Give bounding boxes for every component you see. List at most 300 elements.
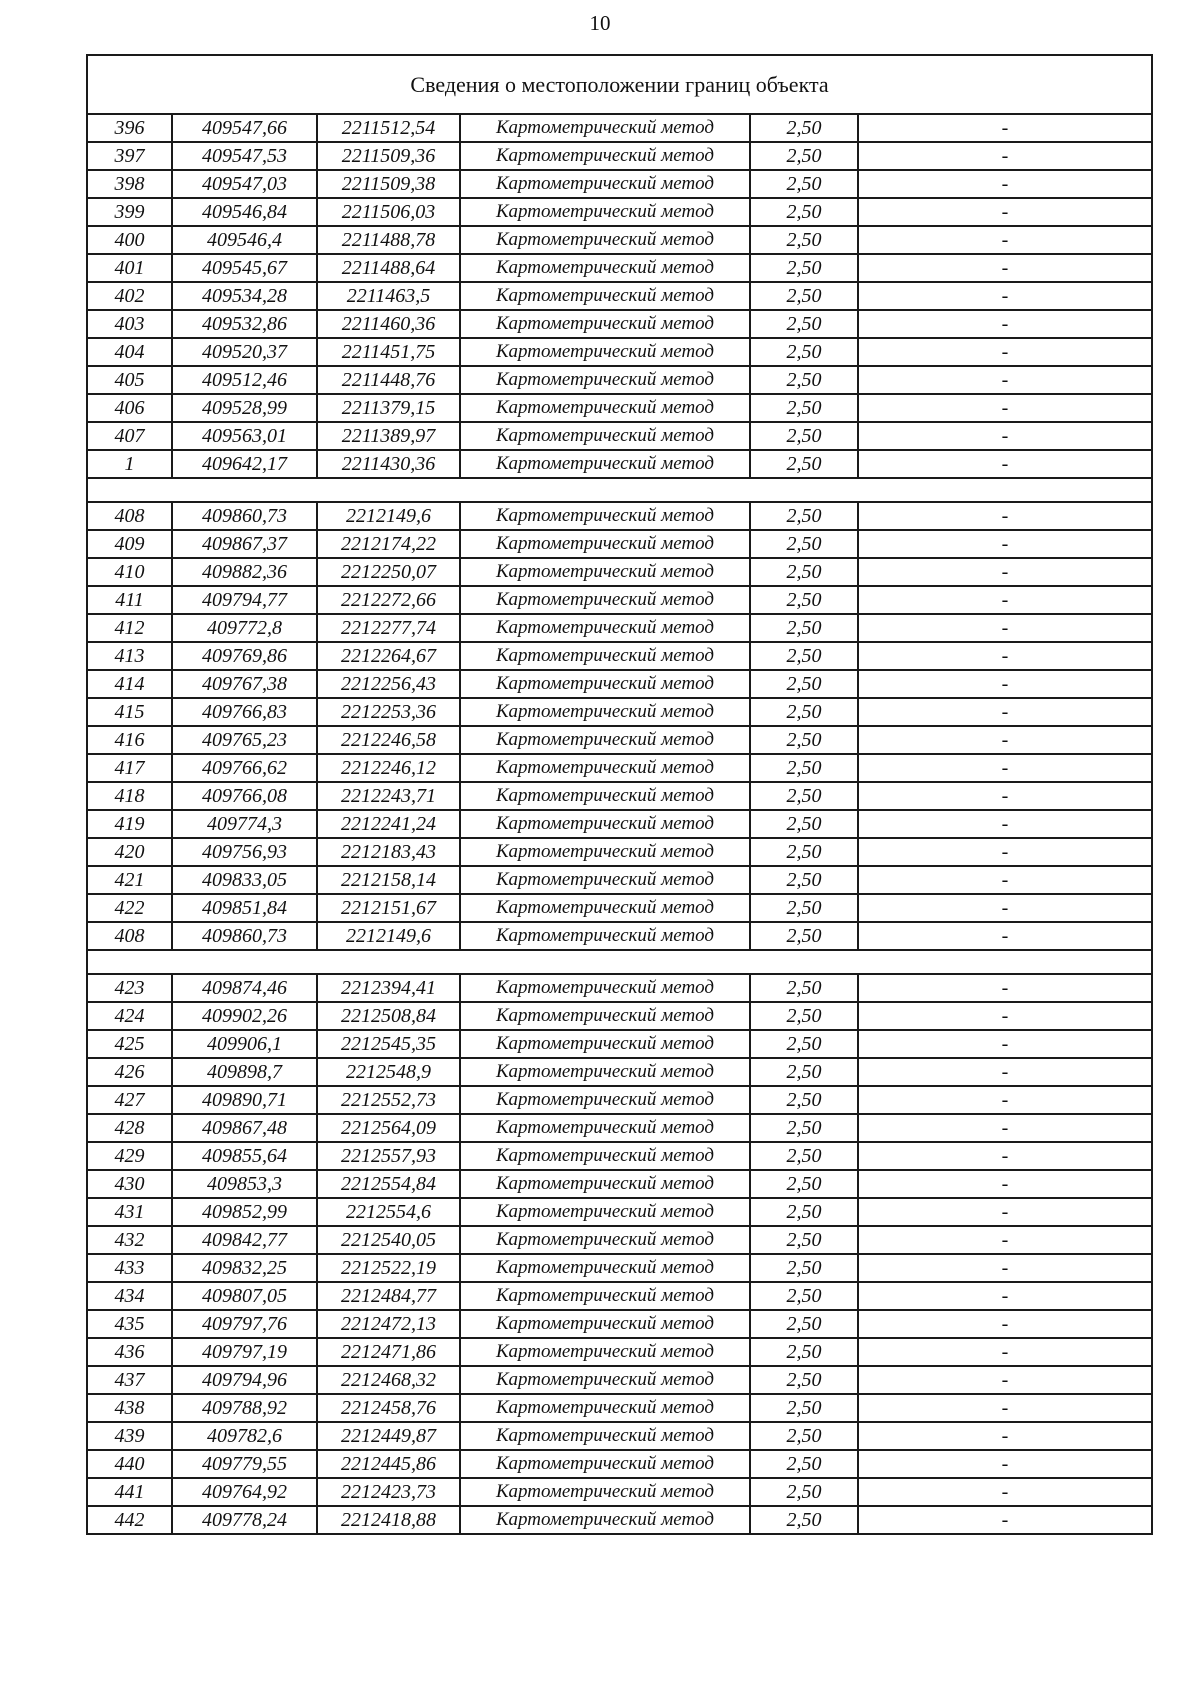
accuracy-cell: 2,50 [750, 1506, 858, 1534]
x-coordinate-cell: 409512,46 [172, 366, 317, 394]
point-number-cell: 399 [87, 198, 172, 226]
y-coordinate-cell: 2211509,36 [317, 142, 460, 170]
table-row [87, 1338, 1152, 1366]
x-coordinate-cell: 409906,1 [172, 1030, 317, 1058]
method-cell: Картометрический метод [460, 1226, 750, 1254]
y-coordinate-cell: 2211460,36 [317, 310, 460, 338]
table-row [87, 754, 1152, 782]
method-cell: Картометрический метод [460, 338, 750, 366]
point-number-cell: 422 [87, 894, 172, 922]
table-row [87, 1086, 1152, 1114]
method-cell: Картометрический метод [460, 114, 750, 142]
point-number-cell: 428 [87, 1114, 172, 1142]
table-row [87, 1058, 1152, 1086]
table-row [87, 642, 1152, 670]
table-header-row [87, 55, 1152, 114]
y-coordinate-cell: 2212264,67 [317, 642, 460, 670]
method-cell: Картометрический метод [460, 670, 750, 698]
description-cell: - [858, 1030, 1152, 1058]
table-row [87, 366, 1152, 394]
y-coordinate-cell: 2212151,67 [317, 894, 460, 922]
point-number-cell: 405 [87, 366, 172, 394]
accuracy-cell: 2,50 [750, 422, 858, 450]
method-cell: Картометрический метод [460, 502, 750, 530]
method-cell: Картометрический метод [460, 1394, 750, 1422]
method-cell: Картометрический метод [460, 1030, 750, 1058]
point-number-cell: 440 [87, 1450, 172, 1478]
method-cell: Картометрический метод [460, 558, 750, 586]
x-coordinate-cell: 409797,19 [172, 1338, 317, 1366]
x-coordinate-cell: 409855,64 [172, 1142, 317, 1170]
point-number-cell: 426 [87, 1058, 172, 1086]
accuracy-cell: 2,50 [750, 1030, 858, 1058]
method-cell: Картометрический метод [460, 282, 750, 310]
table-row [87, 282, 1152, 310]
y-coordinate-cell: 2212246,12 [317, 754, 460, 782]
x-coordinate-cell: 409766,08 [172, 782, 317, 810]
x-coordinate-cell: 409563,01 [172, 422, 317, 450]
method-cell: Картометрический метод [460, 394, 750, 422]
y-coordinate-cell: 2211509,38 [317, 170, 460, 198]
accuracy-cell: 2,50 [750, 1226, 858, 1254]
table-row [87, 1114, 1152, 1142]
page-number: 10 [589, 11, 611, 35]
method-cell: Картометрический метод [460, 254, 750, 282]
description-cell: - [858, 1450, 1152, 1478]
y-coordinate-cell: 2212522,19 [317, 1254, 460, 1282]
x-coordinate-cell: 409547,66 [172, 114, 317, 142]
description-cell: - [858, 1198, 1152, 1226]
point-number-cell: 421 [87, 866, 172, 894]
table-row [87, 170, 1152, 198]
description-cell: - [858, 782, 1152, 810]
y-coordinate-cell: 2212149,6 [317, 922, 460, 950]
y-coordinate-cell: 2211448,76 [317, 366, 460, 394]
x-coordinate-cell: 409547,03 [172, 170, 317, 198]
description-cell: - [858, 282, 1152, 310]
method-cell: Картометрический метод [460, 422, 750, 450]
x-coordinate-cell: 409882,36 [172, 558, 317, 586]
point-number-cell: 409 [87, 530, 172, 558]
table-row [87, 502, 1152, 530]
table-row [87, 894, 1152, 922]
table-row [87, 838, 1152, 866]
point-number-cell: 437 [87, 1366, 172, 1394]
table-row [87, 1478, 1152, 1506]
table-row [87, 922, 1152, 950]
description-cell: - [858, 254, 1152, 282]
x-coordinate-cell: 409532,86 [172, 310, 317, 338]
accuracy-cell: 2,50 [750, 1086, 858, 1114]
description-cell: - [858, 1002, 1152, 1030]
accuracy-cell: 2,50 [750, 1002, 858, 1030]
table-title: Сведения о местоположении границ объекта [87, 55, 1152, 114]
method-cell: Картометрический метод [460, 922, 750, 950]
y-coordinate-cell: 2212394,41 [317, 974, 460, 1002]
method-cell: Картометрический метод [460, 754, 750, 782]
accuracy-cell: 2,50 [750, 1114, 858, 1142]
method-cell: Картометрический метод [460, 1142, 750, 1170]
accuracy-cell: 2,50 [750, 922, 858, 950]
y-coordinate-cell: 2211451,75 [317, 338, 460, 366]
y-coordinate-cell: 2212540,05 [317, 1226, 460, 1254]
point-number-cell: 436 [87, 1338, 172, 1366]
point-number-cell: 413 [87, 642, 172, 670]
table-row [87, 114, 1152, 142]
x-coordinate-cell: 409851,84 [172, 894, 317, 922]
point-number-cell: 397 [87, 142, 172, 170]
x-coordinate-cell: 409797,76 [172, 1310, 317, 1338]
table-row [87, 310, 1152, 338]
method-cell: Картометрический метод [460, 838, 750, 866]
table-row [87, 1170, 1152, 1198]
table-row [87, 1030, 1152, 1058]
point-number-cell: 431 [87, 1198, 172, 1226]
x-coordinate-cell: 409853,3 [172, 1170, 317, 1198]
description-cell: - [858, 1478, 1152, 1506]
x-coordinate-cell: 409765,23 [172, 726, 317, 754]
description-cell: - [858, 366, 1152, 394]
accuracy-cell: 2,50 [750, 114, 858, 142]
method-cell: Картометрический метод [460, 530, 750, 558]
accuracy-cell: 2,50 [750, 810, 858, 838]
point-number-cell: 401 [87, 254, 172, 282]
accuracy-cell: 2,50 [750, 170, 858, 198]
description-cell: - [858, 310, 1152, 338]
description-cell: - [858, 1086, 1152, 1114]
point-number-cell: 400 [87, 226, 172, 254]
table-row [87, 1310, 1152, 1338]
description-cell: - [858, 170, 1152, 198]
x-coordinate-cell: 409794,77 [172, 586, 317, 614]
x-coordinate-cell: 409766,62 [172, 754, 317, 782]
y-coordinate-cell: 2211488,78 [317, 226, 460, 254]
x-coordinate-cell: 409794,96 [172, 1366, 317, 1394]
point-number-cell: 411 [87, 586, 172, 614]
point-number-cell: 432 [87, 1226, 172, 1254]
table-row [87, 1422, 1152, 1450]
y-coordinate-cell: 2211430,36 [317, 450, 460, 478]
description-cell: - [858, 642, 1152, 670]
y-coordinate-cell: 2212183,43 [317, 838, 460, 866]
method-cell: Картометрический метод [460, 782, 750, 810]
table-row [87, 866, 1152, 894]
description-cell: - [858, 1366, 1152, 1394]
description-cell: - [858, 866, 1152, 894]
table-row [87, 338, 1152, 366]
description-cell: - [858, 726, 1152, 754]
x-coordinate-cell: 409860,73 [172, 502, 317, 530]
method-cell: Картометрический метод [460, 642, 750, 670]
description-cell: - [858, 974, 1152, 1002]
x-coordinate-cell: 409767,38 [172, 670, 317, 698]
method-cell: Картометрический метод [460, 142, 750, 170]
point-number-cell: 408 [87, 502, 172, 530]
accuracy-cell: 2,50 [750, 142, 858, 170]
method-cell: Картометрический метод [460, 226, 750, 254]
y-coordinate-cell: 2212241,24 [317, 810, 460, 838]
x-coordinate-cell: 409769,86 [172, 642, 317, 670]
description-cell: - [858, 586, 1152, 614]
description-cell: - [858, 810, 1152, 838]
y-coordinate-cell: 2211512,54 [317, 114, 460, 142]
table-row [87, 558, 1152, 586]
table-row [87, 1394, 1152, 1422]
point-number-cell: 408 [87, 922, 172, 950]
description-cell: - [858, 1142, 1152, 1170]
point-number-cell: 1 [87, 450, 172, 478]
table-row [87, 614, 1152, 642]
table-row [87, 586, 1152, 614]
y-coordinate-cell: 2212246,58 [317, 726, 460, 754]
method-cell: Картометрический метод [460, 1450, 750, 1478]
accuracy-cell: 2,50 [750, 502, 858, 530]
description-cell: - [858, 1254, 1152, 1282]
x-coordinate-cell: 409833,05 [172, 866, 317, 894]
description-cell: - [858, 530, 1152, 558]
y-coordinate-cell: 2212458,76 [317, 1394, 460, 1422]
method-cell: Картометрический метод [460, 1366, 750, 1394]
accuracy-cell: 2,50 [750, 366, 858, 394]
table-row [87, 1142, 1152, 1170]
point-number-cell: 404 [87, 338, 172, 366]
y-coordinate-cell: 2212545,35 [317, 1030, 460, 1058]
method-cell: Картометрический метод [460, 1058, 750, 1086]
accuracy-cell: 2,50 [750, 614, 858, 642]
y-coordinate-cell: 2212158,14 [317, 866, 460, 894]
table-row [87, 1366, 1152, 1394]
y-coordinate-cell: 2211506,03 [317, 198, 460, 226]
method-cell: Картометрический метод [460, 1198, 750, 1226]
method-cell: Картометрический метод [460, 1338, 750, 1366]
accuracy-cell: 2,50 [750, 530, 858, 558]
table-row [87, 698, 1152, 726]
method-cell: Картометрический метод [460, 1422, 750, 1450]
point-number-cell: 442 [87, 1506, 172, 1534]
y-coordinate-cell: 2211463,5 [317, 282, 460, 310]
x-coordinate-cell: 409807,05 [172, 1282, 317, 1310]
x-coordinate-cell: 409772,8 [172, 614, 317, 642]
point-number-cell: 406 [87, 394, 172, 422]
description-cell: - [858, 614, 1152, 642]
x-coordinate-cell: 409642,17 [172, 450, 317, 478]
accuracy-cell: 2,50 [750, 1142, 858, 1170]
accuracy-cell: 2,50 [750, 1198, 858, 1226]
y-coordinate-cell: 2212243,71 [317, 782, 460, 810]
accuracy-cell: 2,50 [750, 866, 858, 894]
accuracy-cell: 2,50 [750, 642, 858, 670]
x-coordinate-cell: 409874,46 [172, 974, 317, 1002]
description-cell: - [858, 338, 1152, 366]
boundary-coordinates-table [86, 54, 1153, 1535]
x-coordinate-cell: 409852,99 [172, 1198, 317, 1226]
table-row [87, 1506, 1152, 1534]
table-row [87, 1450, 1152, 1478]
table-row [87, 530, 1152, 558]
point-number-cell: 425 [87, 1030, 172, 1058]
y-coordinate-cell: 2212564,09 [317, 1114, 460, 1142]
x-coordinate-cell: 409779,55 [172, 1450, 317, 1478]
y-coordinate-cell: 2212471,86 [317, 1338, 460, 1366]
accuracy-cell: 2,50 [750, 1394, 858, 1422]
point-number-cell: 414 [87, 670, 172, 698]
description-cell: - [858, 1226, 1152, 1254]
method-cell: Картометрический метод [460, 810, 750, 838]
description-cell: - [858, 394, 1152, 422]
method-cell: Картометрический метод [460, 866, 750, 894]
accuracy-cell: 2,50 [750, 282, 858, 310]
point-number-cell: 415 [87, 698, 172, 726]
point-number-cell: 403 [87, 310, 172, 338]
description-cell: - [858, 698, 1152, 726]
accuracy-cell: 2,50 [750, 338, 858, 366]
group-separator-cell [87, 950, 1152, 974]
accuracy-cell: 2,50 [750, 450, 858, 478]
point-number-cell: 423 [87, 974, 172, 1002]
description-cell: - [858, 142, 1152, 170]
y-coordinate-cell: 2212253,36 [317, 698, 460, 726]
accuracy-cell: 2,50 [750, 1170, 858, 1198]
point-number-cell: 419 [87, 810, 172, 838]
y-coordinate-cell: 2212508,84 [317, 1002, 460, 1030]
method-cell: Картометрический метод [460, 198, 750, 226]
x-coordinate-cell: 409528,99 [172, 394, 317, 422]
point-number-cell: 398 [87, 170, 172, 198]
accuracy-cell: 2,50 [750, 226, 858, 254]
description-cell: - [858, 450, 1152, 478]
method-cell: Картометрический метод [460, 894, 750, 922]
x-coordinate-cell: 409898,7 [172, 1058, 317, 1086]
description-cell: - [858, 894, 1152, 922]
y-coordinate-cell: 2212552,73 [317, 1086, 460, 1114]
table-row [87, 782, 1152, 810]
method-cell: Картометрический метод [460, 726, 750, 754]
accuracy-cell: 2,50 [750, 198, 858, 226]
method-cell: Картометрический метод [460, 614, 750, 642]
table-row [87, 1002, 1152, 1030]
table-body [87, 55, 1152, 1534]
accuracy-cell: 2,50 [750, 1366, 858, 1394]
table-row [87, 254, 1152, 282]
y-coordinate-cell: 2212468,32 [317, 1366, 460, 1394]
accuracy-cell: 2,50 [750, 698, 858, 726]
description-cell: - [858, 670, 1152, 698]
accuracy-cell: 2,50 [750, 974, 858, 1002]
x-coordinate-cell: 409520,37 [172, 338, 317, 366]
y-coordinate-cell: 2212149,6 [317, 502, 460, 530]
x-coordinate-cell: 409766,83 [172, 698, 317, 726]
method-cell: Картометрический метод [460, 1310, 750, 1338]
description-cell: - [858, 754, 1152, 782]
x-coordinate-cell: 409546,84 [172, 198, 317, 226]
y-coordinate-cell: 2211389,97 [317, 422, 460, 450]
x-coordinate-cell: 409842,77 [172, 1226, 317, 1254]
x-coordinate-cell: 409860,73 [172, 922, 317, 950]
point-number-cell: 410 [87, 558, 172, 586]
table-row [87, 1254, 1152, 1282]
x-coordinate-cell: 409867,37 [172, 530, 317, 558]
x-coordinate-cell: 409890,71 [172, 1086, 317, 1114]
group-separator-cell [87, 478, 1152, 502]
x-coordinate-cell: 409756,93 [172, 838, 317, 866]
y-coordinate-cell: 2212557,93 [317, 1142, 460, 1170]
y-coordinate-cell: 2212548,9 [317, 1058, 460, 1086]
table-row [87, 1282, 1152, 1310]
accuracy-cell: 2,50 [750, 1254, 858, 1282]
accuracy-cell: 2,50 [750, 726, 858, 754]
y-coordinate-cell: 2212277,74 [317, 614, 460, 642]
description-cell: - [858, 1170, 1152, 1198]
x-coordinate-cell: 409902,26 [172, 1002, 317, 1030]
point-number-cell: 441 [87, 1478, 172, 1506]
y-coordinate-cell: 2212272,66 [317, 586, 460, 614]
y-coordinate-cell: 2212174,22 [317, 530, 460, 558]
point-number-cell: 412 [87, 614, 172, 642]
method-cell: Картометрический метод [460, 170, 750, 198]
method-cell: Картометрический метод [460, 1282, 750, 1310]
point-number-cell: 439 [87, 1422, 172, 1450]
x-coordinate-cell: 409545,67 [172, 254, 317, 282]
description-cell: - [858, 1338, 1152, 1366]
accuracy-cell: 2,50 [750, 1282, 858, 1310]
x-coordinate-cell: 409774,3 [172, 810, 317, 838]
point-number-cell: 402 [87, 282, 172, 310]
method-cell: Картометрический метод [460, 1086, 750, 1114]
accuracy-cell: 2,50 [750, 310, 858, 338]
x-coordinate-cell: 409832,25 [172, 1254, 317, 1282]
method-cell: Картометрический метод [460, 1506, 750, 1534]
y-coordinate-cell: 2212250,07 [317, 558, 460, 586]
y-coordinate-cell: 2212423,73 [317, 1478, 460, 1506]
point-number-cell: 416 [87, 726, 172, 754]
table-row [87, 1198, 1152, 1226]
description-cell: - [858, 198, 1152, 226]
accuracy-cell: 2,50 [750, 754, 858, 782]
description-cell: - [858, 1310, 1152, 1338]
point-number-cell: 430 [87, 1170, 172, 1198]
table-row [87, 810, 1152, 838]
description-cell: - [858, 502, 1152, 530]
table-row [87, 726, 1152, 754]
description-cell: - [858, 1506, 1152, 1534]
point-number-cell: 418 [87, 782, 172, 810]
x-coordinate-cell: 409867,48 [172, 1114, 317, 1142]
y-coordinate-cell: 2211488,64 [317, 254, 460, 282]
point-number-cell: 424 [87, 1002, 172, 1030]
point-number-cell: 429 [87, 1142, 172, 1170]
point-number-cell: 434 [87, 1282, 172, 1310]
y-coordinate-cell: 2212445,86 [317, 1450, 460, 1478]
y-coordinate-cell: 2211379,15 [317, 394, 460, 422]
method-cell: Картометрический метод [460, 366, 750, 394]
y-coordinate-cell: 2212472,13 [317, 1310, 460, 1338]
method-cell: Картометрический метод [460, 698, 750, 726]
x-coordinate-cell: 409778,24 [172, 1506, 317, 1534]
description-cell: - [858, 558, 1152, 586]
description-cell: - [858, 838, 1152, 866]
group-separator-row [87, 478, 1152, 502]
point-number-cell: 420 [87, 838, 172, 866]
accuracy-cell: 2,50 [750, 1478, 858, 1506]
y-coordinate-cell: 2212554,6 [317, 1198, 460, 1226]
table-row [87, 226, 1152, 254]
y-coordinate-cell: 2212484,77 [317, 1282, 460, 1310]
y-coordinate-cell: 2212554,84 [317, 1170, 460, 1198]
accuracy-cell: 2,50 [750, 558, 858, 586]
table-row [87, 450, 1152, 478]
point-number-cell: 407 [87, 422, 172, 450]
table-row [87, 422, 1152, 450]
